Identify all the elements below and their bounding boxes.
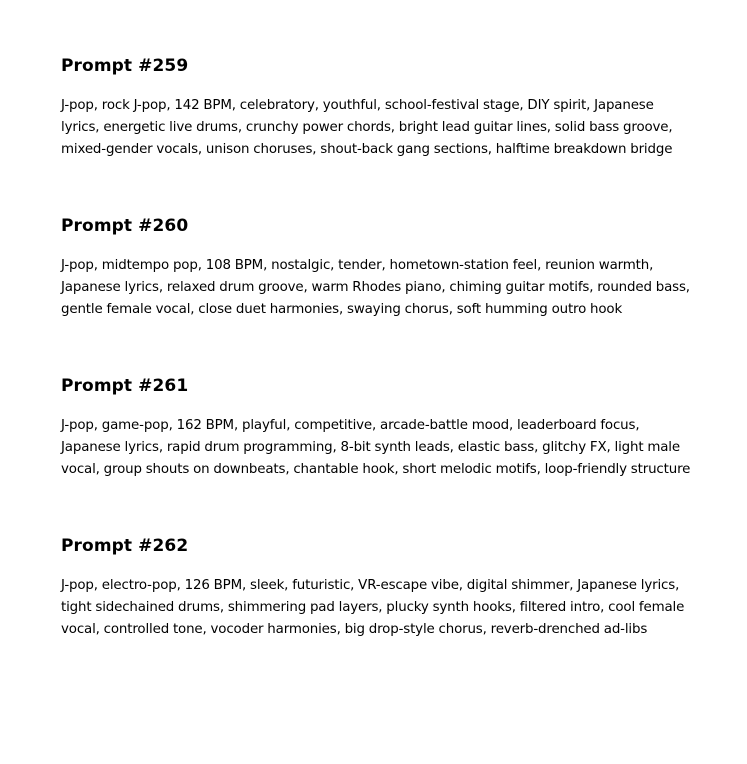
prompt-260-section: [61, 214, 691, 321]
prompt-262-section: [61, 534, 691, 641]
prompt-260-title: Prompt #260: [61, 216, 189, 236]
prompt-262-body: J-pop, electro-pop, 126 BPM, sleek, futuristic, VR-escape vibe, digital shimmer, Japanese lyrics, tight sidechained drums, shimmering pad layers, plucky synth hooks, filtered intro, cool female vocal, controlled tone, vocoder harmonies, big drop-style chorus, reverb-drenched ad-libs: [61, 578, 685, 637]
prompt-260-body: J-pop, midtempo pop, 108 BPM, nostalgic, tender, hometown-station feel, reunion warmth, Japanese lyrics, relaxed drum groove, warm Rhodes piano, chiming guitar motifs, rounded bass, gentle female vocal, close duet harmonies, swaying chorus, soft humming outro hook: [61, 258, 690, 317]
prompt-261-section: [61, 374, 691, 481]
prompt-259-title: Prompt #259: [61, 56, 189, 76]
document-page: [61, 54, 691, 641]
prompt-261-body: J-pop, game-pop, 162 BPM, playful, competitive, arcade-battle mood, leaderboard focus, Japanese lyrics, rapid drum programming, 8-bit synth leads, elastic bass, glitchy FX, light male vocal, group shouts on downbeats, chantable hook, short melodic motifs, loop-friendly structure: [61, 418, 691, 477]
prompt-259-body: J-pop, rock J-pop, 142 BPM, celebratory, youthful, school-festival stage, DIY spirit, Japanese lyrics, energetic live drums, crunchy power chords, bright lead guitar lines, solid bass groove, mixed-gender vocals, unison choruses, shout-back gang sections, halftime breakdown bridge: [61, 98, 673, 157]
prompt-261-title: Prompt #261: [61, 376, 189, 396]
prompt-262-title: Prompt #262: [61, 536, 189, 556]
prompt-259-section: [61, 54, 691, 161]
